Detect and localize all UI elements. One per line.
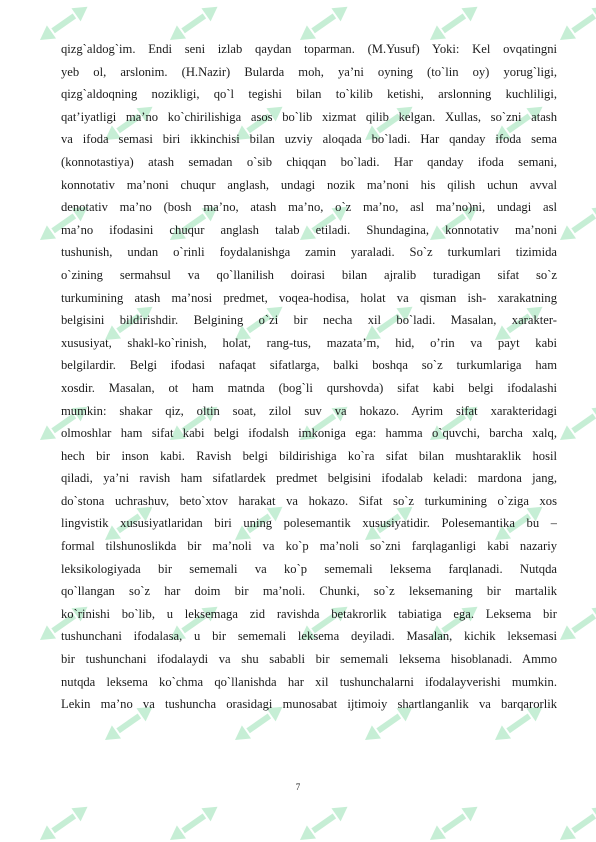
watermark-mark bbox=[165, 800, 222, 842]
text-line: denotativ ma’no (bosh ma’no, atash ma’no, o`z ma’no, asl ma’no)ni, undagi asl bbox=[61, 200, 557, 215]
text-line: turkumining atash ma’nosi predmet, voqea-hodisa, holat va qisman ish- xarakatning bbox=[61, 290, 557, 305]
text-line: leksikologiyada bir sememali va ko`p sememali leksema farqlanadi. Nutqda bbox=[61, 561, 557, 576]
text-line: bir tushunchani ifodalaydi va shu sababli bir sememali leksema hisoblanadi. Ammo bbox=[61, 652, 557, 667]
text-line: yeb ol, arslonim. (H.Nazir) Bularda moh, ya’ni oyning (to`lin oy) yorug`ligi, bbox=[61, 64, 557, 79]
text-line: konnotativ ma’noni chuqur anglash, undagi nozik ma’noni his qilish uchun avval bbox=[61, 177, 557, 192]
text-line: qiladi, ya’ni ravish ham sifatlardek predmet belgisini ifodalab keladi: mardona jang, bbox=[61, 471, 557, 486]
text-line: tushunchani ifodalasa, u bir sememali leksema deyiladi. Masalan, kichik leksemasi bbox=[61, 629, 557, 644]
watermark-mark bbox=[555, 400, 596, 446]
watermark-mark bbox=[295, 800, 352, 842]
text-line: belgisini bildirishdir. Belgining o`zi bir necha xil bo`ladi. Masalan, xarakter- bbox=[61, 313, 557, 328]
text-line: nutqda leksema ko`chma qo`llanishda har xil tushunchalarni ifodalayverishi mumkin. bbox=[61, 674, 557, 689]
text-line: belgilardir. Belgi ifodasi nafaqat sifatlarga, balki boshqa so`z turkumlariga ham bbox=[61, 358, 557, 373]
watermark-mark bbox=[35, 800, 92, 842]
text-line: mumkin: shakar qiz, oltin soat, zilol suv va hokazo. Ayrim sifat xarakteridagi bbox=[61, 403, 557, 418]
text-line: Lekin ma’no va tushuncha orasidagi munosabat ijtimoiy shartlanganlik va barqarorlik bbox=[61, 697, 557, 712]
watermark-mark bbox=[555, 600, 596, 646]
text-line: do`stona uchrashuv, beto`xtov harakat va hokazo. Sifat so`z turkumining o`ziga xos bbox=[61, 493, 557, 508]
watermark-mark bbox=[555, 200, 596, 246]
text-line: qat’iyatligi ma’no ko`chirilishiga asos bo`lib xizmat qilib kelgan. Xullas, so`zni atash bbox=[61, 109, 557, 124]
text-line: qizg`aldog`im. Endi seni izlab qaydan toparman. (M.Yusuf) Yoki: Kel ovqatingni bbox=[61, 42, 557, 56]
text-line: va ifoda semasi biri ikkinchisi bilan uzviy aloqada bo`ladi. Har qanday ifoda sema bbox=[61, 132, 557, 147]
text-line: o`zining sermahsul va qo`llanilish doirasi bilan ajralib turadigan sifat so`z bbox=[61, 267, 557, 282]
watermark-mark bbox=[555, 0, 596, 46]
watermark-mark bbox=[555, 800, 596, 842]
text-line: olmoshlar ham sifat kabi belgi ifodalsh imkoniga ega: hamma o`quvchi, barcha xalq, bbox=[61, 426, 557, 441]
text-line: qo`llangan so`z har doim bir ma’noli. Chunki, so`z leksemaning bir martalik bbox=[61, 584, 557, 599]
text-line: xosdir. Masalan, ot ham matnda (bog`li qurshovda) sifat kabi belgi ifodalashi bbox=[61, 380, 557, 395]
text-line: ko`rinishi bo`lib, u leksemaga zid ravishda betakrorlik tabiatiga ega. Leksema bir bbox=[61, 606, 557, 621]
text-line: ma’no ifodasini chuqur anglash talab etiladi. Shundagina, konnotativ ma’noni bbox=[61, 222, 557, 237]
text-line: formal tilshunoslikda bir ma’noli va ko`p ma’noli so`zni farqlaganligi kabi nazariy bbox=[61, 539, 557, 554]
body-text bbox=[61, 38, 557, 716]
watermark-mark bbox=[425, 800, 482, 842]
page-number: 7 bbox=[295, 782, 301, 792]
text-line: (konnotastiya) atash semadan o`sib chiqqan bo`ladi. Har qanday ifoda semani, bbox=[61, 154, 557, 169]
text-line: lingvistik xususiyatlaridan biri uning polesemantik xususiyatidir. Polesemantika bu – bbox=[61, 516, 557, 531]
text-line: hech bir inson kabi. Ravish belgi bildirishiga ko`ra sifat bilan mushtaraklik hosil bbox=[61, 448, 557, 463]
text-line: xususiyat, shakl-ko`rinish, holat, rang-tus, mazata’m, hid, o’rin va payt kabi bbox=[61, 335, 557, 350]
text-line: tushunish, undan o`rinli foydalanishga zamin yaraladi. So`z turkumlari tizimida bbox=[61, 245, 557, 260]
text-line: qizg`aldoqning nozikligi, qo`l tegishi bilan to`kilib ketishi, arslonning kuchliligi, bbox=[61, 87, 557, 102]
